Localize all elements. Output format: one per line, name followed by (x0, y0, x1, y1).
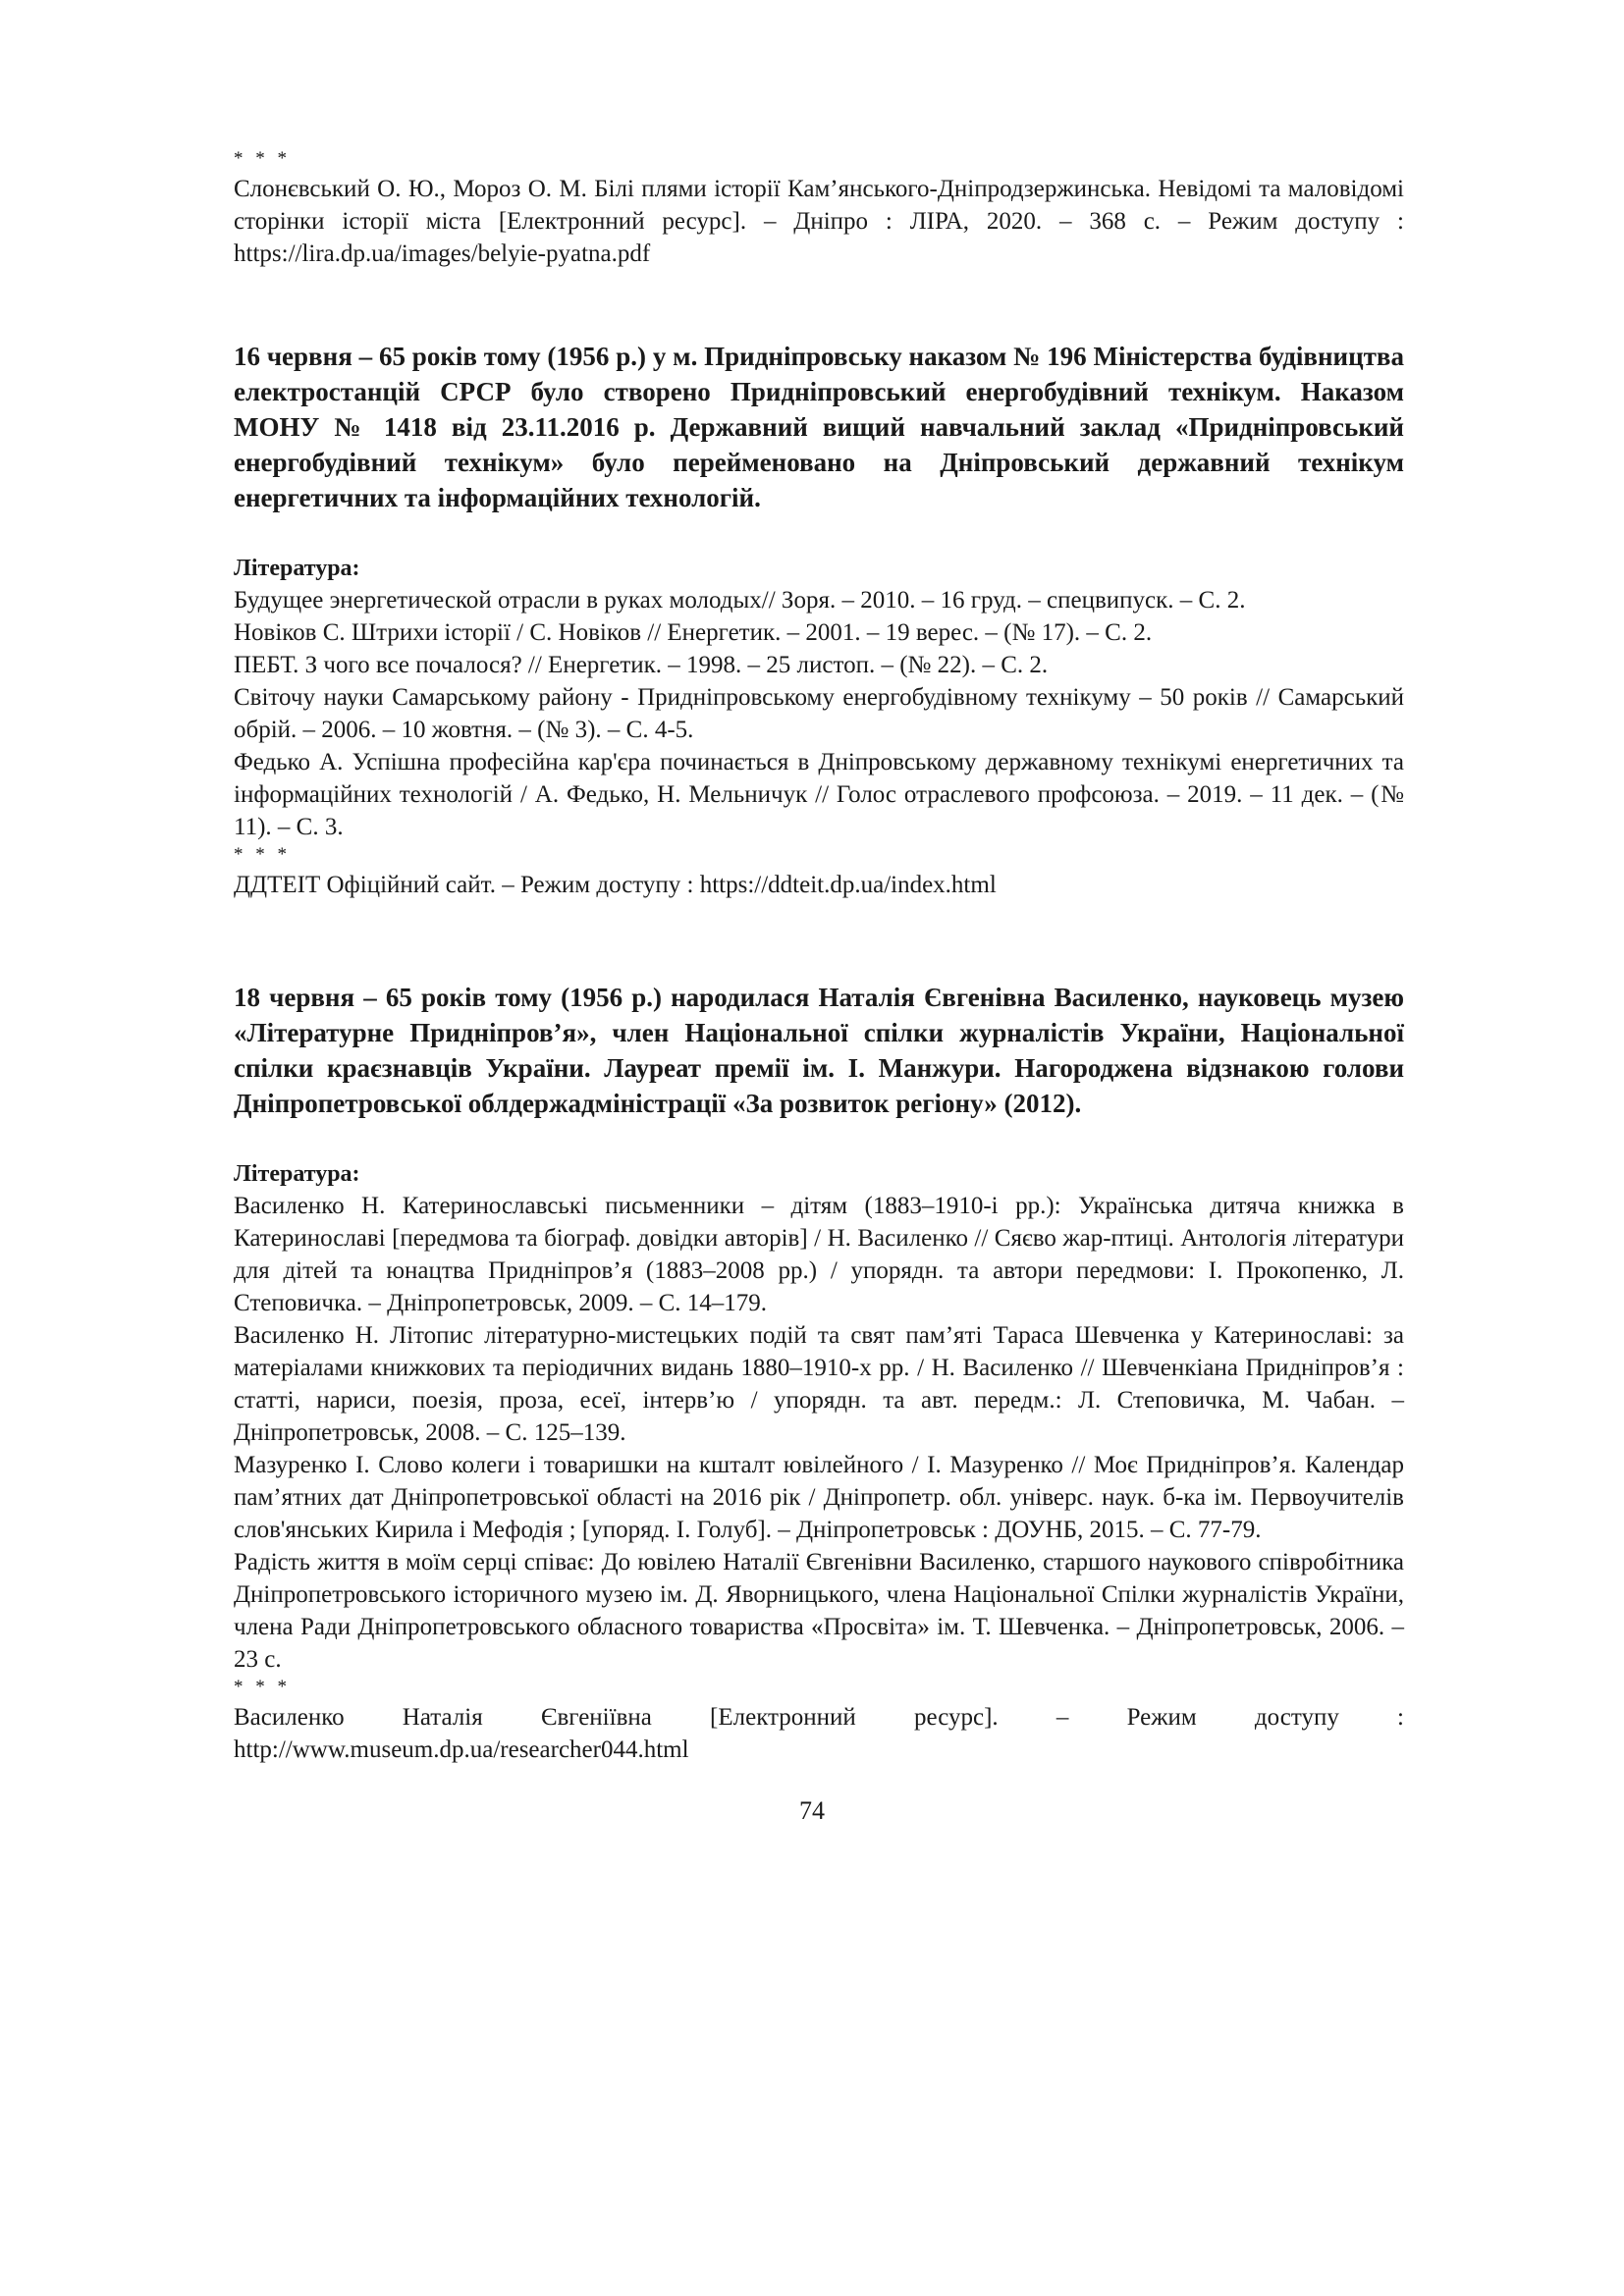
bibliography-entry: Федько А. Успішна професійна кар'єра починається в Дніпровському державному технікумі енергетичних та інформаційних технологій / А. Федько, Н. Мельничук // Голос отраслевого профсоюза. – 2019. – 11 дек. – (№ 11). – С. 3. (234, 749, 1404, 840)
bibliography-entry: Мазуренко І. Слово колеги і товаришки на кшталт ювілейного / І. Мазуренко // Моє Придніпров’я. Календар пам’ятних дат Дніпропетровської області на 2016 рік / Дніпропетр. обл. універс. наук. б-ка ім. Первоучителів слов'янських Кирила і Мефодія ; [упоряд. І. Голуб]. – Дніпропетровськ : ДОУНБ, 2015. – С. 77-79. (234, 1452, 1404, 1543)
page-number: 74 (799, 1796, 825, 1825)
bibliography-entry: Василенко Н. Катеринославські письменники – дітям (1883–1910-і рр.): Українська дитяча книжка в Катеринославі [передмова та біограф. довідки авторів] / Н. Василенко // Сяєво жар-птиці. Антологія літератури для дітей та юнацтва Придніпров’я (1883–2008 рр.) / упорядн. та автори передмови: І. Прокопенко, Л. Степовичка. – Дніпропетровськ, 2009. – С. 14–179. (234, 1193, 1404, 1316)
separator-stars: * * * (234, 844, 291, 865)
bibliography-entry: Василенко Н. Літопис літературно-мистецьких подій та свят пам’яті Тараса Шевченка у Катеринославі: за матеріалами книжкових та періодичних видань 1880–1910-х рр. / Н. Василенко // Шевченкіана Придніпров’я : статті, нариси, поезія, проза, есеї, інтерв’ю / упорядн. та авт. передм.: Л. Степовичка, М. Чабан. – Дніпропетровськ, 2008. – С. 125–139. (234, 1322, 1404, 1446)
event-heading: 16 червня – 65 років тому (1956 р.) у м. Придніпровську наказом № 196 Міністерства будівництва електростанцій СРСР було створено Придніпровський енергобудівний технікум. Наказом МОНУ № 1418 від 23.11.2016 р. Державний вищий навчальний заклад «Придніпровський енергобудівний технікум» було перейменовано на Дніпровський державний технікум енергетичних та інформаційних технологій. (234, 342, 1404, 512)
separator-stars: * * * (234, 1677, 291, 1697)
bibliography-entry: Слонєвський О. Ю., Мороз О. М. Білі плями історії Кам’янського-Дніпродзержинська. Невідомі та маловідомі сторінки історії міста [Електронний ресурс]. – Дніпро : ЛІРА, 2020. – 368 с. – Режим доступу : https://lira.dp.ua/images/belyie-pyatna.pdf (234, 176, 1404, 267)
separator-stars: * * * (234, 148, 291, 169)
bibliography-entry: Новіков С. Штрихи історії / С. Новіков // Енергетик. – 2001. – 19 верес. – (№ 17). – С. 2. (234, 619, 1153, 646)
literature-label: Література: (234, 556, 360, 581)
web-resource-entry: ДДТЕІТ Офіційний сайт. – Режим доступу : https://ddteit.dp.ua/index.html (234, 872, 997, 898)
bibliography-entry: Радість життя в моїм серці співає: До ювілею Наталії Євгенівни Василенко, старшого наукового співробітника Дніпропетровського історичного музею ім. Д. Яворницького, члена Національної Спілки журналістів України, члена Ради Дніпропетровського обласного товариства «Просвіта» ім. Т. Шевченка. – Дніпропетровськ, 2006. – 23 с. (234, 1549, 1404, 1673)
bibliography-entry: ПЕБТ. З чого все почалося? // Енергетик. – 1998. – 25 листоп. – (№ 22). – С. 2. (234, 652, 1049, 678)
web-resource-entry: Василенко Наталія Євгеніївна [Електронний ресурс]. – Режим доступу : http://www.museum.dp.ua/researcher044.html (234, 1704, 1404, 1763)
literature-label: Література: (234, 1161, 360, 1187)
page-content (234, 147, 1404, 1766)
event-heading: 18 червня – 65 років тому (1956 р.) народилася Наталія Євгенівна Василенко, науковець музею «Літературне Придніпров’я», член Національної спілки журналістів України, Національної спілки краєзнавців України. Лауреат премії ім. І. Манжури. Нагороджена відзнакою голови Дніпропетровської облдержадміністрації «За розвиток регіону» (2012). (234, 983, 1404, 1118)
bibliography-entry: Будущее энергетической отрасли в руках молодых// Зоря. – 2010. – 16 груд. – спецвипуск. – С. 2. (234, 587, 1246, 614)
bibliography-entry: Світочу науки Самарському району - Придніпровському енергобудівному технікуму – 50 років // Самарський обрій. – 2006. – 10 жовтня. – (№ 3). – С. 4-5. (234, 684, 1404, 743)
